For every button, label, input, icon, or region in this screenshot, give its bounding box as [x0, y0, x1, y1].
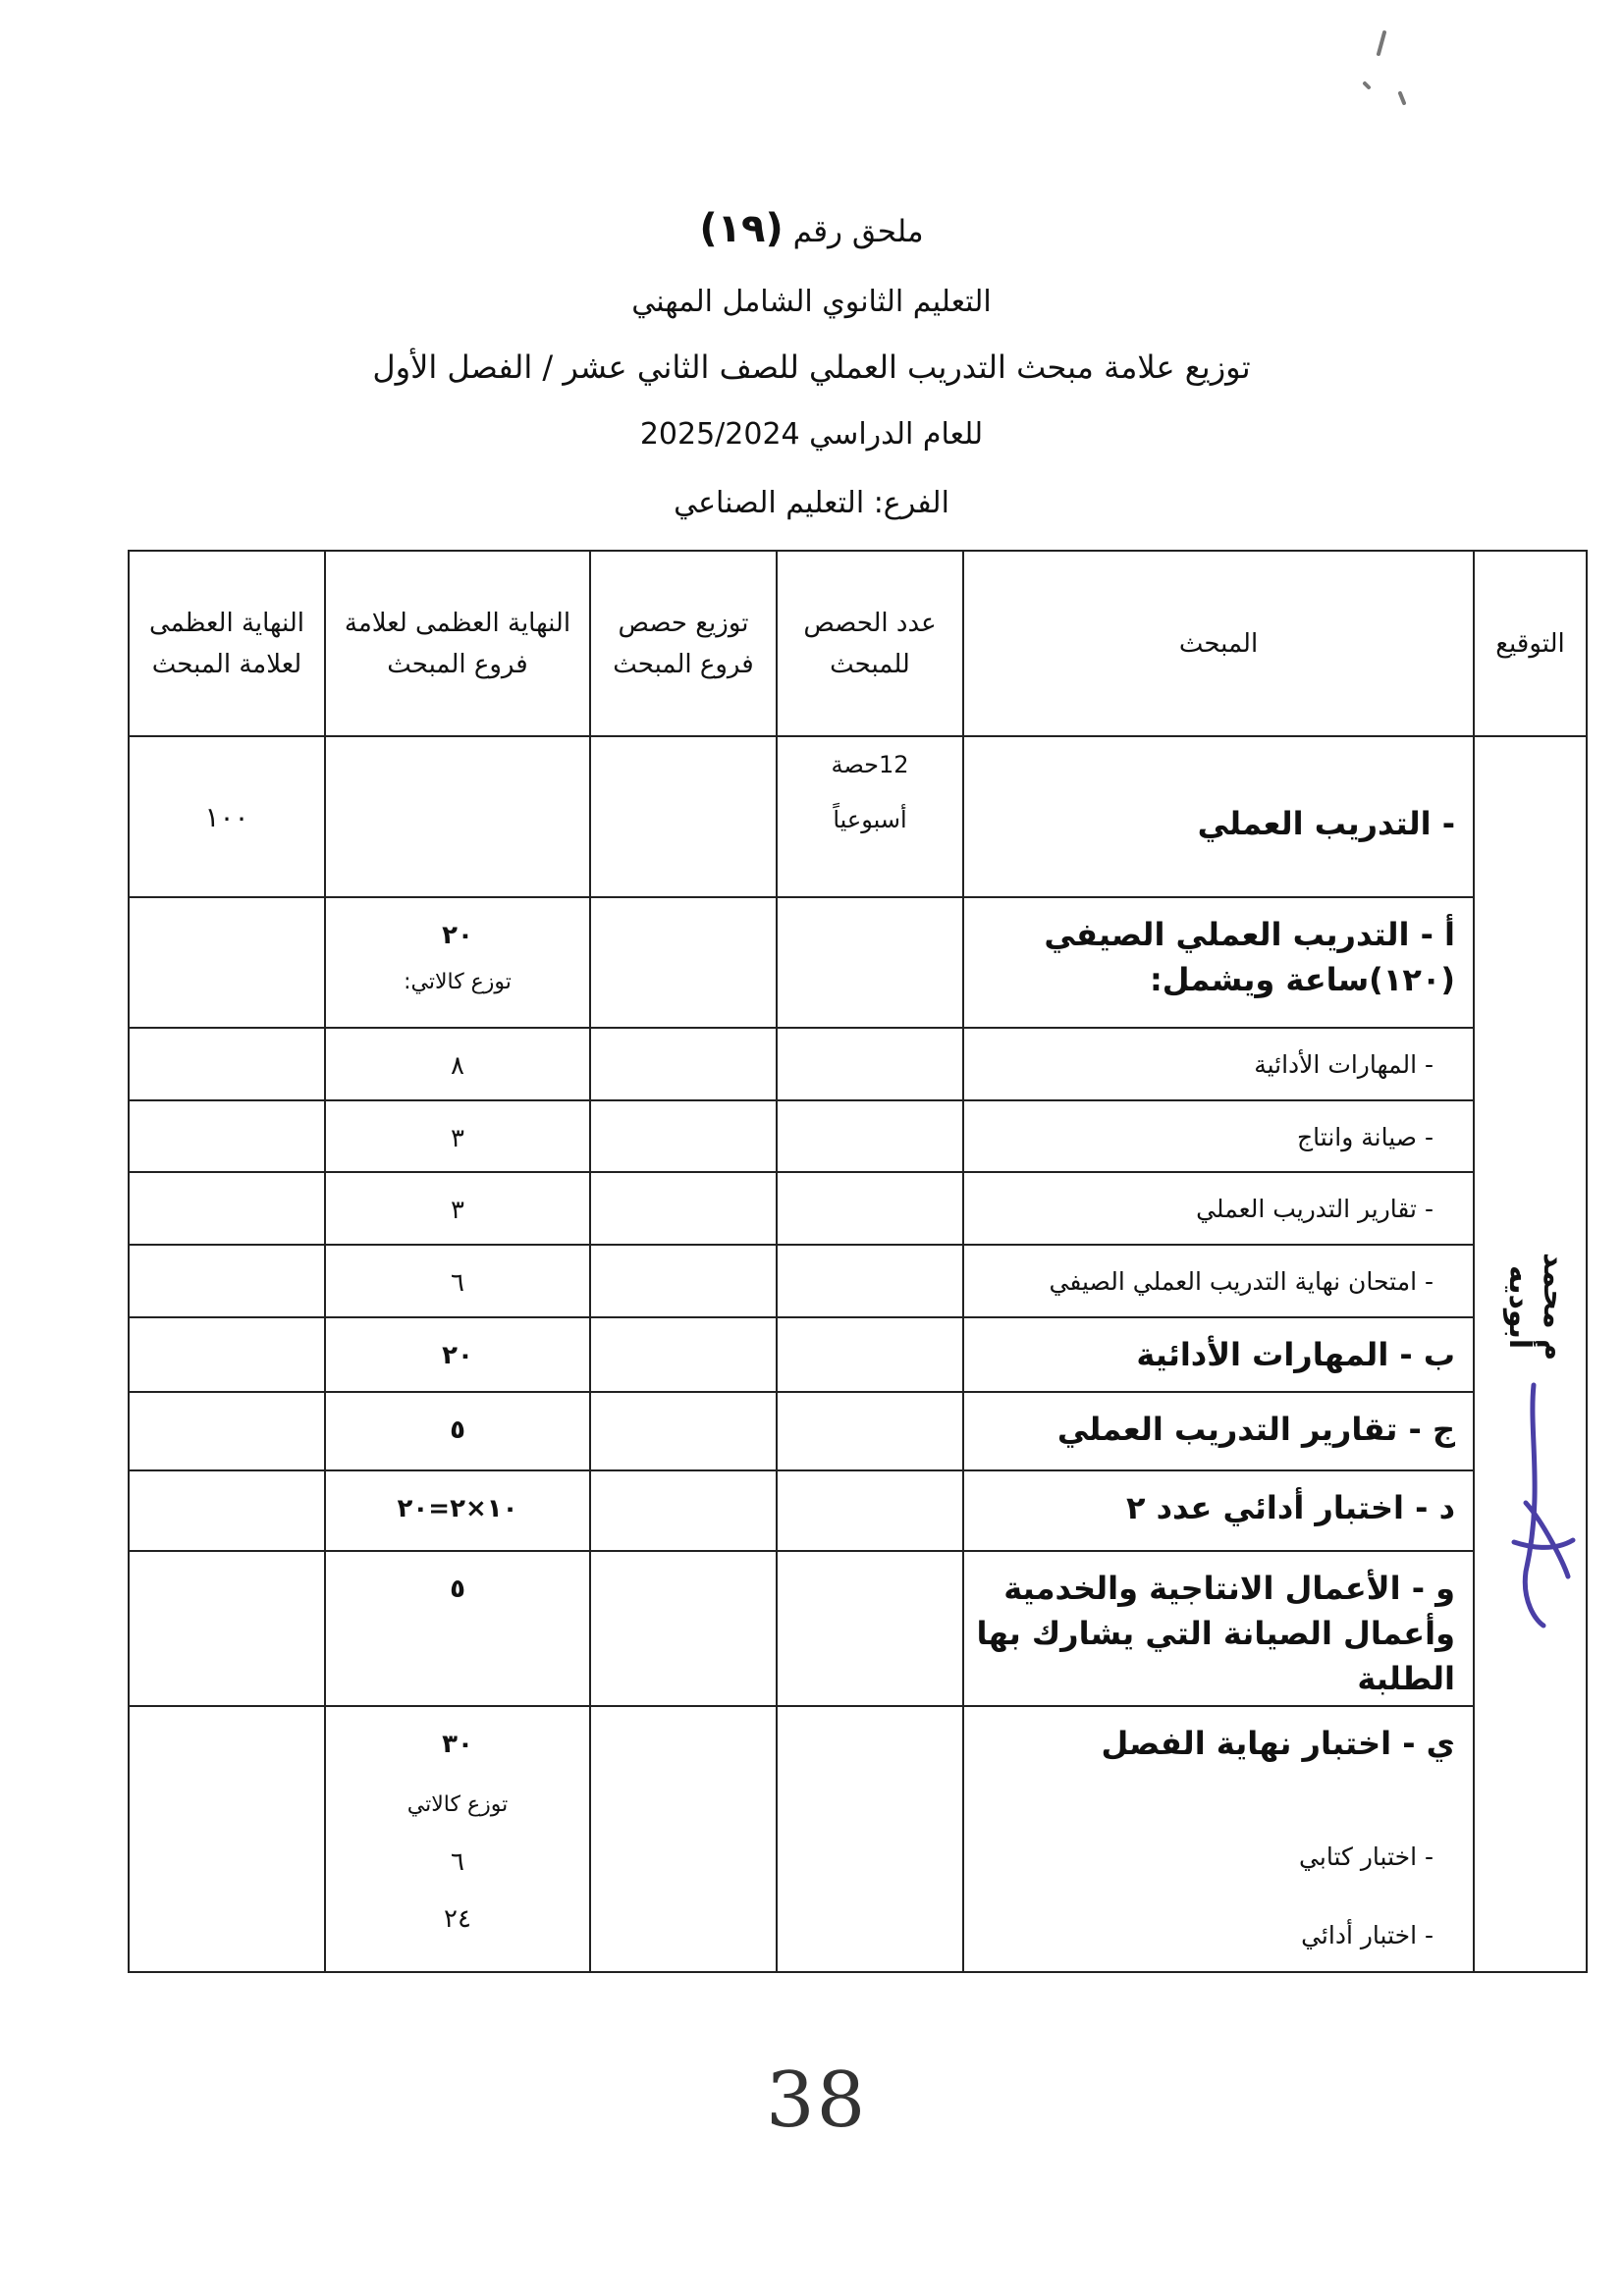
periods-cell — [777, 897, 963, 1028]
subject-performance-tests: د - اختبار أدائي عدد ٢ — [963, 1470, 1474, 1551]
subject-final-exam — [963, 1706, 1474, 1972]
branch-max-value: ٥ — [325, 1392, 590, 1470]
header-branch-max: النهاية العظمى لعلامة فروع المبحث — [325, 551, 590, 736]
distribution-cell — [590, 1392, 777, 1470]
periods-cell — [777, 1392, 963, 1470]
table-row — [129, 1028, 1587, 1100]
branch-max-cell — [325, 736, 590, 897]
annex-number: (١٩) — [699, 206, 784, 251]
branch-max-value: ٢٠ — [442, 921, 473, 951]
branch-max-cell — [325, 1706, 590, 1972]
header-periods: عدد الحصص للمبحث — [777, 551, 963, 736]
table-row — [129, 1245, 1587, 1317]
signature-scribble-icon — [1475, 1375, 1588, 1630]
subject-max-cell — [129, 1317, 325, 1393]
annex-label — [0, 206, 1623, 251]
scan-mark-icon — [1335, 15, 1434, 123]
annex-label-text: ملحق رقم — [792, 214, 924, 249]
branch-max-note: توزع كالاتي: — [404, 970, 512, 995]
grade-distribution-table — [128, 550, 1588, 1973]
table-row — [129, 897, 1587, 1028]
subject-performance-skills-b: ب - المهارات الأدائية — [963, 1317, 1474, 1393]
subject-max-cell — [129, 1172, 325, 1245]
distribution-cell — [590, 736, 777, 897]
subject-max-cell — [129, 1100, 325, 1173]
branch-max-value: ١٠×٢=٢٠ — [325, 1470, 590, 1551]
table-row — [129, 1551, 1587, 1706]
subject-max-cell — [129, 1470, 325, 1551]
branch-max-value: ٣٠ — [442, 1729, 473, 1759]
periods-unit: أسبوعياً — [833, 806, 907, 834]
signature-cell — [1474, 736, 1587, 1972]
periods-cell — [777, 1317, 963, 1393]
branch-max-value: ٥ — [325, 1551, 590, 1706]
subject-practical-training: - التدريب العملي — [963, 736, 1474, 897]
document-title: توزيع علامة مبحث التدريب العملي للصف الثاني عشر / الفصل الأول — [372, 348, 1251, 386]
distribution-cell — [590, 897, 777, 1028]
table-header-row — [129, 551, 1587, 736]
branch-max-value: ٣ — [325, 1172, 590, 1245]
practical-value: ٢٤ — [444, 1903, 471, 1934]
branch-max-value: ٨ — [325, 1028, 590, 1100]
branch-max-note: توزع كالاتي — [406, 1791, 509, 1817]
table-row — [129, 1317, 1587, 1393]
table-row — [129, 736, 1587, 897]
final-exam-title: ي - اختبار نهاية الفصل — [1101, 1724, 1455, 1762]
subject-production-works: و - الأعمال الانتاجية والخدمية وأعمال الصيانة التي يشارك بها الطلبة — [963, 1551, 1474, 1706]
final-exam-written: - اختبار كتابي — [1299, 1842, 1434, 1871]
branch-label: الفرع: التعليم الصناعي — [674, 486, 949, 520]
branch-max-value: ٦ — [325, 1245, 590, 1317]
periods-cell — [777, 1028, 963, 1100]
final-exam-practical: - اختبار أدائي — [1301, 1920, 1434, 1949]
header-signature: التوقيع — [1474, 551, 1587, 736]
subject-summer-exam: - امتحان نهاية التدريب العملي الصيفي — [963, 1245, 1474, 1317]
periods-cell — [777, 1245, 963, 1317]
distribution-cell — [590, 1317, 777, 1393]
periods-cell — [777, 1100, 963, 1173]
table-row — [129, 1470, 1587, 1551]
branch-max-cell — [325, 897, 590, 1028]
distribution-cell — [590, 1028, 777, 1100]
table-row — [129, 1100, 1587, 1173]
distribution-cell — [590, 1470, 777, 1551]
subject-max-cell — [129, 1028, 325, 1100]
distribution-cell — [590, 1706, 777, 1972]
header-subject: المبحث — [963, 551, 1474, 736]
periods-cell — [777, 1172, 963, 1245]
distribution-cell — [590, 1172, 777, 1245]
subject-max-cell — [129, 897, 325, 1028]
periods-cell — [777, 1551, 963, 1706]
program-title: التعليم الثانوي الشامل المهني — [631, 285, 992, 319]
distribution-cell — [590, 1245, 777, 1317]
periods-cell — [777, 1706, 963, 1972]
distribution-cell — [590, 1551, 777, 1706]
subject-summer-training: أ - التدريب العملي الصيفي (١٢٠)ساعة ويشمل: — [963, 897, 1474, 1028]
periods-cell — [777, 1470, 963, 1551]
distribution-cell — [590, 1100, 777, 1173]
branch-max-value: ٣ — [325, 1100, 590, 1173]
table-row — [129, 1172, 1587, 1245]
header-distribution: توزيع حصص فروع المبحث — [590, 551, 777, 736]
branch-max-value: ٢٠ — [325, 1317, 590, 1393]
written-value: ٦ — [451, 1846, 464, 1877]
table-row — [129, 1392, 1587, 1470]
subject-max-cell — [129, 1245, 325, 1317]
subject-training-reports-c: ج - تقارير التدريب العملي — [963, 1392, 1474, 1470]
signature-name: م محمد أبوديه — [1502, 1253, 1571, 1362]
subject-total: ١٠٠ — [129, 736, 325, 897]
subject-maintenance: - صيانة وانتاج — [963, 1100, 1474, 1173]
subject-max-cell — [129, 1706, 325, 1972]
periods-count: 12حصة — [831, 751, 909, 779]
subject-max-cell — [129, 1392, 325, 1470]
header-subject-max: النهاية العظمى لعلامة المبحث — [129, 551, 325, 736]
subject-performance-skills: - المهارات الأدائية — [963, 1028, 1474, 1100]
subject-max-cell — [129, 1551, 325, 1706]
periods-cell — [777, 736, 963, 897]
subject-training-reports: - تقارير التدريب العملي — [963, 1172, 1474, 1245]
academic-year: للعام الدراسي 2025/2024 — [639, 417, 984, 452]
table-row — [129, 1706, 1587, 1972]
page-number: 38 — [766, 2056, 868, 2145]
